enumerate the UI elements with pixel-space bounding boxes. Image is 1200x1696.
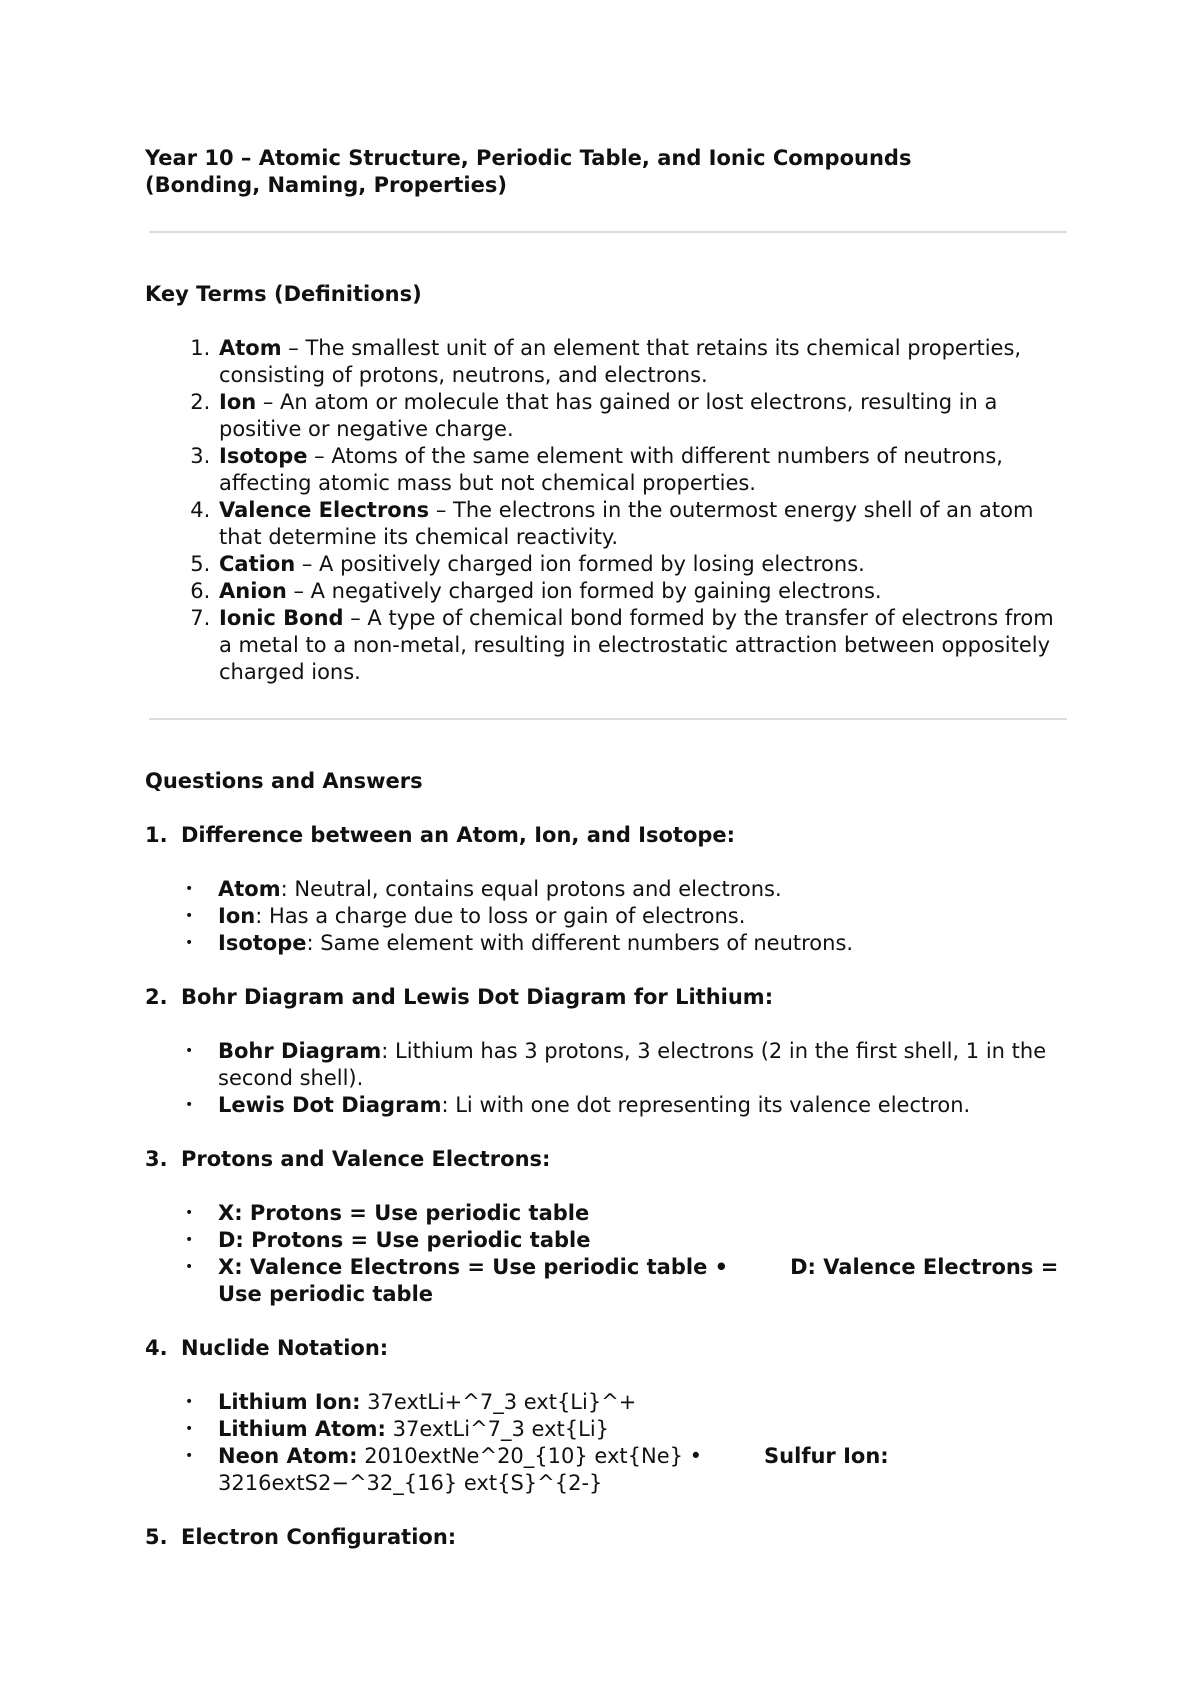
list-item: • Neon Atom: 2010extNe^20_{10} ext{Ne} • Sulfur Ion: 3216extS2−^32_{16} ext{S}^{2-}	[185, 1444, 889, 1495]
term-name: Valence Electrons	[219, 498, 430, 522]
key-term-item	[217, 497, 1070, 551]
answer-list	[145, 1389, 1070, 1497]
question-title: Bohr Diagram and Lewis Dot Diagram for Lithium:	[181, 985, 774, 1009]
qa-heading: Questions and Answers	[145, 769, 423, 793]
list-item: • Isotope: Same element with different numbers of neutrons.	[185, 931, 854, 955]
question-5	[145, 1524, 1070, 1551]
question-3	[145, 1146, 1070, 1173]
question-2	[145, 984, 1070, 1011]
term-name: Atom	[219, 336, 282, 360]
term-definition: – A negatively charged ion formed by gaining electrons.	[286, 579, 882, 603]
term-definition: – The smallest unit of an element that retains its chemical properties, consisting of protons, neutrons, and electrons.	[219, 336, 1022, 387]
list-item: • D: Protons = Use periodic table	[185, 1228, 591, 1252]
list-item: • Ion: Has a charge due to loss or gain of electrons.	[185, 904, 746, 928]
list-item: • X: Valence Electrons = Use periodic table • D: Valence Electrons = Use periodic table	[185, 1255, 1059, 1306]
list-item: • X: Protons = Use periodic table	[185, 1201, 590, 1225]
list-item: • Lithium Ion: 37extLi+^7_3 ext{Li}^+	[185, 1390, 637, 1414]
question-number: 4.	[145, 1336, 168, 1360]
term-name: Ionic Bond	[219, 606, 344, 630]
question-1	[145, 822, 1070, 849]
list-item: • Lewis Dot Diagram: Li with one dot representing its valence electron.	[185, 1093, 971, 1117]
question-title: Protons and Valence Electrons:	[181, 1147, 551, 1171]
key-terms-heading: Key Terms (Definitions)	[145, 282, 422, 306]
answer-list	[145, 1038, 1070, 1119]
list-item: • Bohr Diagram: Lithium has 3 protons, 3 electrons (2 in the first shell, 1 in the second shell).	[185, 1039, 1047, 1090]
key-term-item	[217, 578, 1070, 605]
question-number: 3.	[145, 1147, 168, 1171]
key-term-item	[217, 443, 1070, 497]
question-number: 1.	[145, 823, 168, 847]
list-item: • Lithium Atom: 37extLi^7_3 ext{Li}	[185, 1417, 610, 1441]
term-name: Cation	[219, 552, 296, 576]
answer-list	[145, 1200, 1070, 1308]
divider	[149, 231, 1067, 233]
key-term-item	[217, 389, 1070, 443]
document-content	[145, 145, 1070, 1551]
term-definition: – An atom or molecule that has gained or lost electrons, resulting in a positive or negative charge.	[219, 390, 998, 441]
document-title	[145, 145, 1070, 199]
question-title: Difference between an Atom, Ion, and Isotope:	[181, 823, 736, 847]
key-term-item	[217, 605, 1070, 686]
divider	[149, 718, 1067, 720]
term-definition: – A positively charged ion formed by losing electrons.	[295, 552, 865, 576]
question-number: 5.	[145, 1525, 168, 1549]
term-definition: – Atoms of the same element with different numbers of neutrons, affecting atomic mass but not chemical properties.	[219, 444, 1003, 495]
term-definition: – The electrons in the outermost energy shell of an atom that determine its chemical reactivity.	[219, 498, 1034, 549]
key-term-item	[217, 335, 1070, 389]
question-4	[145, 1335, 1070, 1362]
key-terms-list	[145, 335, 1070, 686]
question-title: Electron Configuration:	[181, 1525, 457, 1549]
question-number: 2.	[145, 985, 168, 1009]
term-definition: – A type of chemical bond formed by the transfer of electrons from a metal to a non-metal, resulting in electrostatic attraction between oppositely charged ions.	[219, 606, 1054, 684]
question-title: Nuclide Notation:	[181, 1336, 389, 1360]
list-item: • Atom: Neutral, contains equal protons and electrons.	[185, 877, 782, 901]
key-term-item	[217, 551, 1070, 578]
term-name: Ion	[219, 390, 257, 414]
term-name: Isotope	[219, 444, 308, 468]
title-line-1: Year 10 – Atomic Structure, Periodic Table, and Ionic Compounds	[145, 146, 912, 170]
title-line-2: (Bonding, Naming, Properties)	[145, 173, 507, 197]
answer-list	[145, 876, 1070, 957]
term-name: Anion	[219, 579, 287, 603]
